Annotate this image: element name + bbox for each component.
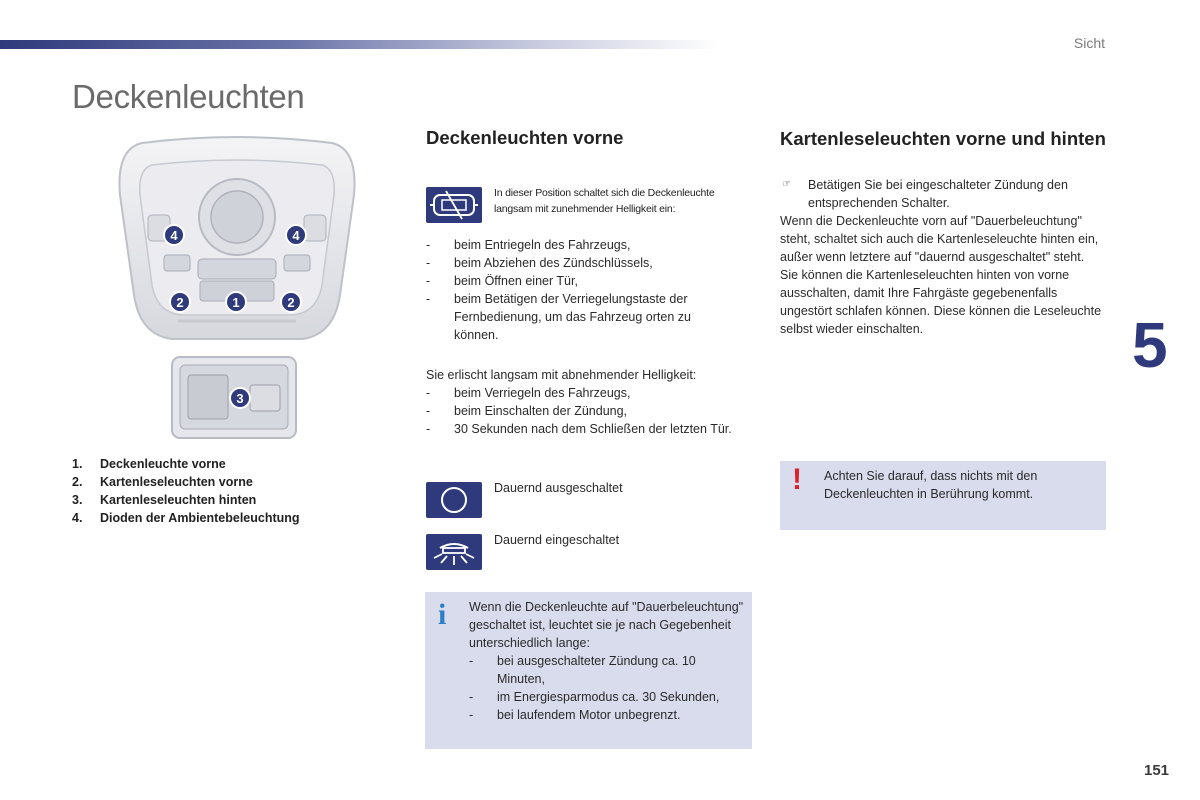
switch-on-events-list xyxy=(426,236,726,344)
fade-out-block xyxy=(426,366,736,438)
page-title: Deckenleuchten xyxy=(72,78,305,115)
info-list xyxy=(469,652,747,724)
chapter-number: 5 xyxy=(1132,309,1168,381)
fade-out-intro: Sie erlischt langsam mit abnehmender Helligkeit: xyxy=(426,368,697,382)
illustration-legend xyxy=(72,455,300,527)
permanent-on-icon xyxy=(426,534,482,570)
svg-text:2: 2 xyxy=(287,295,295,310)
callout-2-right xyxy=(281,292,301,312)
callout-4-right xyxy=(286,225,306,245)
map-lights-paragraph: Wenn die Deckenleuchte vorn auf "Dauerbeleuchtung" steht, schaltet sich auch die Kartenleseleuchte hinten ein, außer wenn letztere auf "dauernd ausgeschaltet" steht. xyxy=(780,214,1099,264)
callout-3 xyxy=(230,388,250,408)
legend-item: 4. Dioden der Ambientebeleuchtung xyxy=(72,511,300,525)
front-section-title: Deckenleuchten vorne xyxy=(426,127,624,148)
front-ceiling-console-illustration xyxy=(112,135,362,343)
pointing-hand-icon: ☞ xyxy=(782,179,791,190)
list-item: - beim Verriegeln des Fahrzeugs, xyxy=(426,384,736,402)
instruction-text: Betätigen Sie bei eingeschalteter Zündung den entsprechenden Schalter. xyxy=(808,178,1068,210)
list-item: - bei ausgeschalteter Zündung ca. 10 Minuten, xyxy=(469,652,747,688)
callout-4-left xyxy=(164,225,184,245)
info-intro: Wenn die Deckenleuchte auf "Dauerbeleuchtung" geschaltet ist, leuchtet sie je nach Gegebenheit unterschiedlich lange: xyxy=(469,600,744,650)
rear-map-light-illustration xyxy=(170,355,298,440)
svg-text:1: 1 xyxy=(232,295,240,310)
list-item: - beim Entriegeln des Fahrzeugs, xyxy=(426,236,726,254)
callout-2-left xyxy=(170,292,190,312)
svg-text:4: 4 xyxy=(170,228,178,243)
list-item: - beim Einschalten der Zündung, xyxy=(426,402,736,420)
callout-1 xyxy=(226,292,246,312)
door-mode-note: In dieser Position schaltet sich die Deckenleuchte langsam mit zunehmender Helligkeit ein: xyxy=(494,187,715,215)
instruction-item xyxy=(780,176,1110,212)
warning-text: Achten Sie darauf, dass nichts mit den Deckenleuchten in Berührung kommt. xyxy=(824,469,1038,501)
page-number: 151 xyxy=(1144,762,1170,779)
legend-item: 3. Kartenleseleuchten hinten xyxy=(72,493,257,507)
map-lights-text xyxy=(780,176,1110,338)
info-text xyxy=(469,598,747,724)
door-mode-icon xyxy=(426,187,482,223)
permanent-off-icon xyxy=(426,482,482,518)
map-lights-title: Kartenleseleuchten vorne und hinten xyxy=(780,128,1106,149)
header-gradient-bar xyxy=(0,40,720,49)
list-item: - beim Betätigen der Verriegelungstaste der Fernbedienung, um das Fahrzeug orten zu können. xyxy=(426,290,726,344)
list-item: - im Energiesparmodus ca. 30 Sekunden, xyxy=(469,688,747,706)
svg-text:2: 2 xyxy=(176,295,184,310)
legend-item: 2. Kartenleseleuchten vorne xyxy=(72,475,253,489)
section-label: Sicht xyxy=(1073,35,1105,51)
svg-text:4: 4 xyxy=(292,228,300,243)
svg-text:3: 3 xyxy=(236,391,244,406)
info-icon: i xyxy=(438,598,447,631)
permanent-on-label: Dauernd eingeschaltet xyxy=(494,533,620,547)
list-item: - beim Öffnen einer Tür, xyxy=(426,272,726,290)
map-lights-paragraph: Sie können die Kartenleseleuchten hinten von vorne ausschalten, damit Ihre Fahrgäste gegebenenfalls ungestört schlafen können. Diese können die Leseleuchte selbst wieder einschalten. xyxy=(780,268,1102,336)
list-item: - 30 Sekunden nach dem Schließen der letzten Tür. xyxy=(426,420,736,438)
list-item: - bei laufendem Motor unbegrenzt. xyxy=(469,706,747,724)
permanent-off-label: Dauernd ausgeschaltet xyxy=(494,481,623,495)
info-box xyxy=(425,592,752,749)
warning-box xyxy=(780,461,1106,530)
legend-item: 1. Deckenleuchte vorne xyxy=(72,457,226,471)
list-item: - beim Abziehen des Zündschlüssels, xyxy=(426,254,726,272)
switch-off-events-list xyxy=(426,384,736,438)
warning-icon: ! xyxy=(792,463,802,496)
